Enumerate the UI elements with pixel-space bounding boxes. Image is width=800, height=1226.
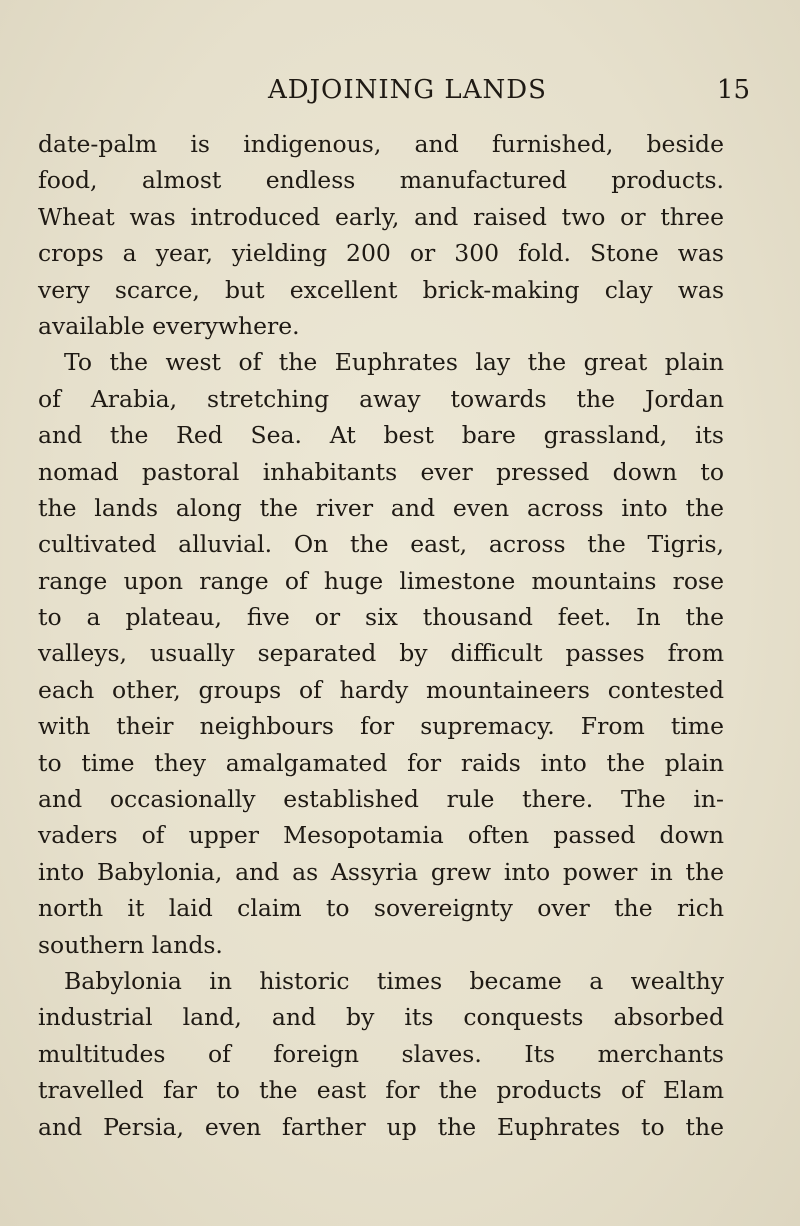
text-line: to a plateau, five or six thousand feet. In the bbox=[38, 603, 724, 632]
text-line: range upon range of huge limestone mountains rose bbox=[38, 566, 724, 595]
body-text bbox=[38, 126, 724, 1145]
page-number: 15 bbox=[716, 75, 750, 105]
text-line: and Persia, even farther up the Euphrates to the bbox=[38, 1112, 724, 1141]
text-line: industrial land, and by its conquests absorbed bbox=[38, 1003, 724, 1032]
text-line: and the Red Sea. At best bare grassland, its bbox=[38, 421, 724, 450]
text-line: into Babylonia, and as Assyria grew into power in the bbox=[38, 857, 724, 886]
text-line: valleys, usually separated by difficult passes from bbox=[38, 639, 724, 668]
text-line: nomad pastoral inhabitants ever pressed down to bbox=[38, 457, 724, 486]
paragraph-start-line: Babylonia in historic times became a wealthy bbox=[64, 966, 724, 995]
running-head bbox=[40, 70, 772, 110]
text-line: of Arabia, stretching away towards the Jordan bbox=[38, 384, 724, 413]
text-line: multitudes of foreign slaves. Its merchants bbox=[38, 1039, 724, 1068]
text-line: cultivated alluvial. On the east, across the Tigris, bbox=[38, 530, 724, 559]
text-line: travelled far to the east for the products of Elam bbox=[38, 1076, 724, 1105]
paragraph-start-line: To the west of the Euphrates lay the great plain bbox=[64, 348, 724, 377]
text-line: the lands along the river and even across into the bbox=[38, 493, 724, 522]
text-line: date-palm is indigenous, and furnished, beside bbox=[38, 130, 724, 158]
text-line: and occasionally established rule there. The in- bbox=[38, 785, 724, 814]
text-line: southern lands. bbox=[38, 930, 223, 959]
text-line: each other, groups of hardy mountaineers contested bbox=[38, 675, 724, 704]
text-line: with their neighbours for supremacy. From time bbox=[38, 712, 724, 741]
text-line: very scarce, but excellent brick-making clay was bbox=[38, 275, 724, 304]
running-title: ADJOINING LANDS bbox=[268, 75, 547, 105]
text-line: food, almost endless manufactured products. bbox=[38, 166, 724, 195]
text-line: to time they amalgamated for raids into the plain bbox=[38, 748, 724, 777]
text-line: crops a year, yielding 200 or 300 fold. Stone was bbox=[38, 239, 724, 268]
text-line: north it laid claim to sovereignty over the rich bbox=[38, 894, 724, 923]
text-line: available everywhere. bbox=[38, 311, 300, 340]
text-line: Wheat was introduced early, and raised two or three bbox=[38, 202, 724, 231]
text-line: vaders of upper Mesopotamia often passed down bbox=[38, 821, 724, 850]
